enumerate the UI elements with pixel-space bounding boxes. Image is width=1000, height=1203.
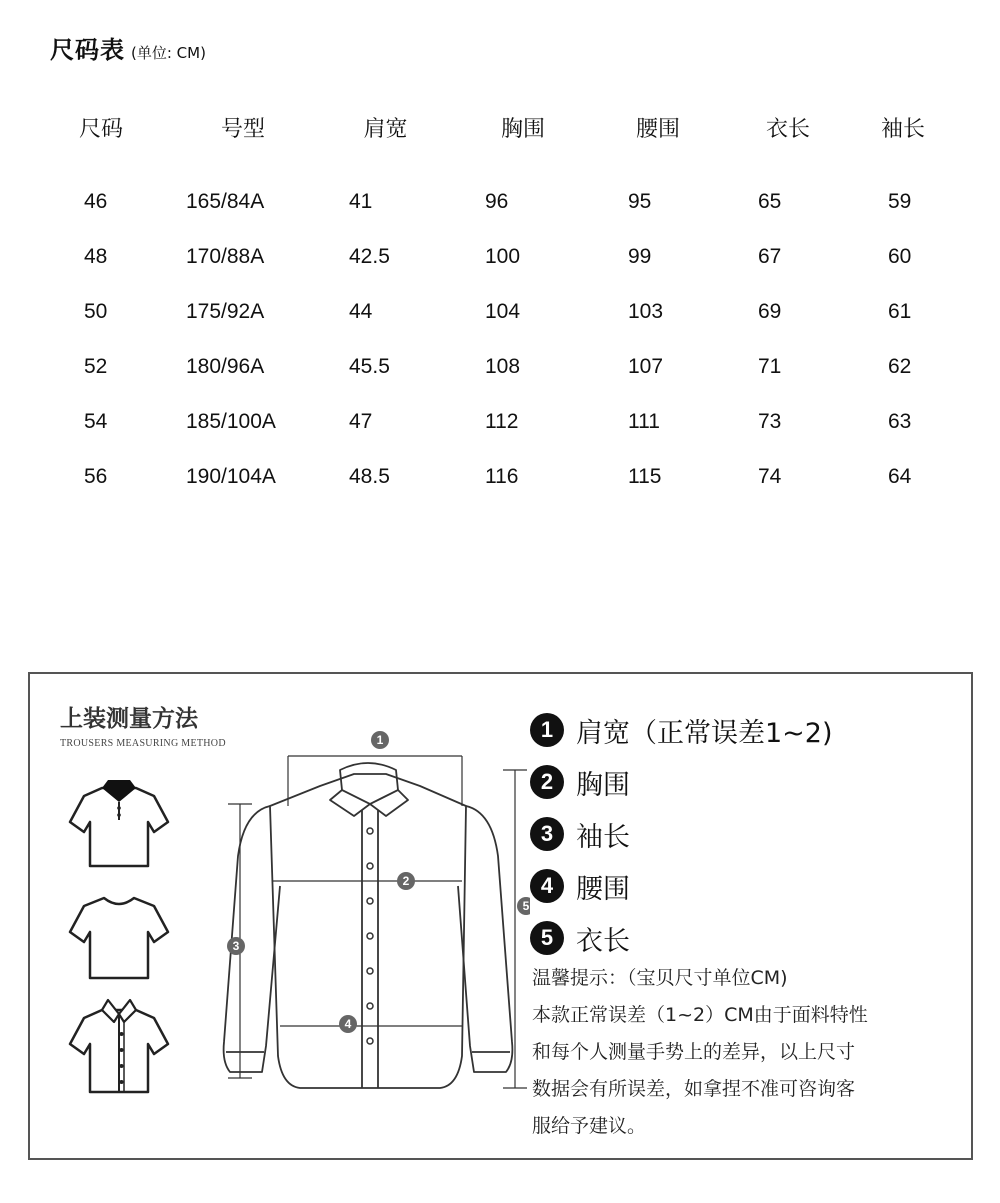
svg-text:5: 5 [522, 899, 530, 913]
legend-label: 衣长 [576, 925, 630, 957]
size-table [34, 98, 953, 504]
cell-shoulder: 48.5 [349, 464, 390, 488]
cell-shoulder: 42.5 [349, 244, 390, 268]
svg-text:2: 2 [402, 874, 410, 888]
method-title: 上装测量方法 [60, 706, 198, 732]
tips-line: 数据会有所误差，如拿捏不准可咨询客 [532, 1078, 856, 1100]
header-chest: 胸围 [500, 116, 545, 142]
cell-sleeve: 60 [888, 244, 912, 268]
tshirt-icon [64, 886, 174, 986]
cell-sleeve: 61 [888, 299, 912, 323]
cell-shoulder: 41 [349, 189, 373, 213]
measuring-method-panel [28, 672, 973, 1160]
cell-waist: 115 [628, 464, 662, 488]
header-size: 尺码 [78, 116, 123, 142]
table-row [34, 449, 953, 504]
cell-shoulder: 45.5 [349, 354, 390, 378]
cell-waist: 107 [628, 354, 664, 378]
cell-size: 50 [84, 299, 108, 323]
cell-sleeve: 64 [888, 464, 912, 488]
method-subtitle: TROUSERS MEASURING METHOD [60, 738, 226, 749]
cell-sleeve: 63 [888, 409, 912, 433]
svg-text:1: 1 [376, 733, 384, 747]
cell-waist: 95 [628, 189, 652, 213]
cell-length: 74 [758, 464, 782, 488]
table-row [34, 156, 953, 229]
cell-sleeve: 59 [888, 189, 912, 213]
legend-item-chest [530, 756, 833, 808]
number-2-icon: 2 [530, 765, 564, 799]
number-1-icon: 1 [530, 713, 564, 747]
svg-text:3: 3 [232, 939, 240, 953]
cell-fit: 175/92A [186, 299, 265, 323]
legend-item-length [530, 912, 833, 964]
number-3-icon: 3 [530, 817, 564, 851]
tips-line: 和每个人测量手势上的差异，以上尺寸 [532, 1041, 856, 1063]
legend-label: 腰围 [576, 873, 630, 905]
tips-line: 服给予建议。 [532, 1115, 647, 1137]
header-shoulder: 肩宽 [363, 116, 408, 142]
polo-shirt-icon [64, 774, 174, 874]
table-row [34, 394, 953, 449]
page-title: 尺码表 [50, 36, 125, 64]
cell-shoulder: 47 [349, 409, 373, 433]
cell-length: 65 [758, 189, 782, 213]
cell-size: 46 [84, 189, 108, 213]
cell-length: 67 [758, 244, 782, 268]
legend-label: 袖长 [576, 821, 630, 853]
header-sleeve: 袖长 [880, 116, 925, 142]
table-row [34, 339, 953, 394]
tips-text [532, 960, 952, 1145]
cell-fit: 165/84A [186, 189, 265, 213]
legend-item-shoulder [530, 704, 833, 756]
cell-chest: 112 [485, 409, 519, 433]
svg-text:4: 4 [344, 1017, 352, 1031]
cell-length: 69 [758, 299, 782, 323]
cell-sleeve: 62 [888, 354, 912, 378]
cell-waist: 103 [628, 299, 664, 323]
legend-item-waist [530, 860, 833, 912]
cell-fit: 190/104A [186, 464, 276, 488]
legend-label: 胸围 [576, 769, 630, 801]
measurement-legend [530, 704, 833, 964]
cell-chest: 104 [485, 299, 521, 323]
cell-fit: 185/100A [186, 409, 276, 433]
cell-size: 54 [84, 409, 108, 433]
table-header-row [34, 98, 953, 156]
long-sleeve-shirt-diagram [200, 726, 530, 1106]
cell-chest: 96 [485, 189, 509, 213]
cell-shoulder: 44 [349, 299, 373, 323]
legend-item-sleeve [530, 808, 833, 860]
tips-line: 温馨提示：（宝贝尺寸单位CM) [532, 967, 788, 989]
header-fit: 号型 [220, 116, 265, 142]
legend-label: 肩宽（正常误差1~2) [576, 717, 833, 749]
cell-chest: 100 [485, 244, 521, 268]
header-length: 衣长 [765, 116, 810, 142]
header-waist: 腰围 [635, 116, 680, 142]
number-4-icon: 4 [530, 869, 564, 903]
cell-size: 56 [84, 464, 108, 488]
cell-chest: 116 [485, 464, 519, 488]
cell-length: 71 [758, 354, 782, 378]
number-5-icon: 5 [530, 921, 564, 955]
cell-length: 73 [758, 409, 782, 433]
cell-size: 52 [84, 354, 108, 378]
unit-label: (单位: CM) [131, 44, 206, 62]
cell-fit: 180/96A [186, 354, 265, 378]
table-row [34, 284, 953, 339]
table-row [34, 229, 953, 284]
cell-waist: 111 [628, 409, 660, 433]
size-chart-title [50, 30, 206, 65]
cell-waist: 99 [628, 244, 652, 268]
cell-fit: 170/88A [186, 244, 265, 268]
cell-chest: 108 [485, 354, 521, 378]
tips-line: 本款正常误差（1~2）CM由于面料特性 [532, 1004, 868, 1026]
cell-size: 48 [84, 244, 108, 268]
button-shirt-icon [64, 996, 174, 1101]
